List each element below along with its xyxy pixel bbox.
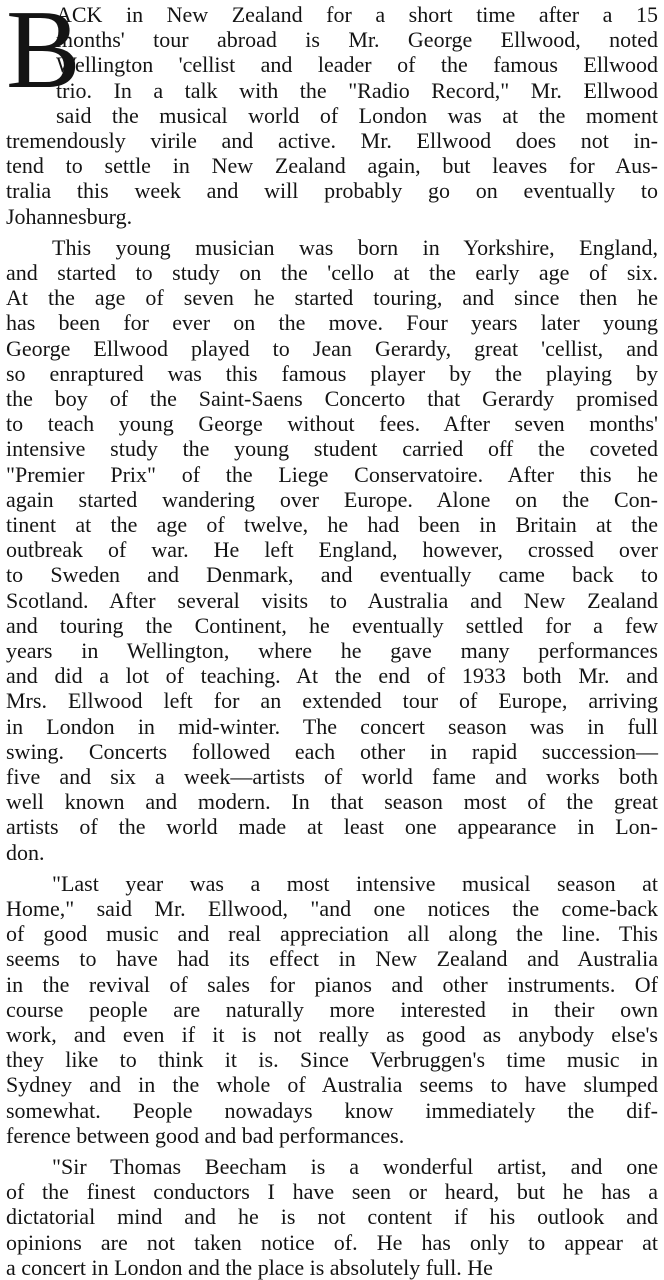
- drop-cap: B: [6, 0, 81, 112]
- text-line: Mrs. Ellwood left for an extended tour of Europe, arriving: [6, 688, 658, 714]
- text-line: ACK in New Zealand for a short time after a 15: [56, 2, 658, 27]
- text-line: artists of the world made at least one appearance in Lon-: [6, 814, 658, 840]
- text-line: seems to have had its effect in New Zealand and Australia: [6, 946, 658, 972]
- text-line: in London in mid-winter. The concert season was in full: [6, 713, 658, 739]
- text-line: swing. Concerts followed each other in rapid succession—: [6, 738, 658, 764]
- article-page: [6, 0, 658, 1280]
- text-line: "Last year was a most intensive musical season at: [52, 870, 658, 896]
- text-line: said the musical world of London was at the moment: [56, 102, 658, 128]
- text-line: This young musician was born in Yorkshire, England,: [52, 234, 658, 260]
- text-line: Scotland. After several visits to Australia and New Zealand: [6, 587, 658, 613]
- text-line: George Ellwood played to Jean Gerardy, great 'cellist, and: [6, 335, 658, 361]
- text-line: Home," said Mr. Ellwood, "and one notices the come-back: [6, 896, 658, 921]
- text-line: Wellington 'cellist and leader of the famous Ellwood: [56, 52, 658, 78]
- text-line: and did a lot of teaching. At the end of 1933 both Mr. and: [6, 663, 658, 689]
- text-line: tremendously virile and active. Mr. Ellwood does not in-: [6, 128, 658, 153]
- text-line: well known and modern. In that season most of the great: [6, 789, 658, 815]
- text-line: tend to settle in New Zealand again, but leaves for Aus-: [6, 153, 658, 179]
- text-line: months' tour abroad is Mr. George Ellwood, noted: [56, 27, 658, 53]
- text-line: to teach young George without fees. After seven months': [6, 411, 658, 437]
- text-line: Sydney and in the whole of Australia seems to have slumped: [6, 1072, 658, 1098]
- text-line: the boy of the Saint-Saens Concerto that Gerardy promised: [6, 386, 658, 411]
- text-line: of good music and real appreciation all along the line. This: [6, 921, 658, 947]
- text-line: five and six a week—artists of world fame and works both: [6, 764, 658, 789]
- text-line: ference between good and bad performances.: [6, 1122, 405, 1148]
- text-line: work, and even if it is not really as good as anybody else's: [6, 1022, 658, 1047]
- text-line: Johannesburg.: [6, 203, 133, 229]
- text-line: trio. In a talk with the "Radio Record," Mr. Ellwood: [56, 77, 658, 103]
- text-line: dictatorial mind and he is not content if his outlook and: [6, 1204, 658, 1230]
- text-line: of the finest conductors I have seen or heard, but he has a: [6, 1179, 658, 1205]
- text-line: At the age of seven he started touring, and since then he: [6, 285, 658, 311]
- text-line: tralia this week and will probably go on eventually to: [6, 178, 658, 204]
- text-line: "Premier Prix" of the Liege Conservatoire. After this he: [6, 461, 658, 487]
- text-line: course people are naturally more interested in their own: [6, 996, 658, 1022]
- text-line: and started to study on the 'cello at the early age of six.: [6, 260, 658, 285]
- text-line: tinent at the age of twelve, he had been in Britain at the: [6, 512, 658, 537]
- text-line: intensive study the young student carried off the coveted: [6, 436, 658, 462]
- text-line: outbreak of war. He left England, however, crossed over: [6, 537, 658, 563]
- text-line: years in Wellington, where he gave many performances: [6, 638, 658, 663]
- text-line: opinions are not taken notice of. He has only to appear at: [6, 1229, 658, 1255]
- text-line: somewhat. People nowadays know immediately the dif-: [6, 1097, 658, 1123]
- text-line: a concert in London and the place is absolutely full. He: [6, 1254, 493, 1280]
- text-line: they like to think it is. Since Verbruggen's time music in: [6, 1047, 658, 1073]
- text-line: "Sir Thomas Beecham is a wonderful artist, and one: [52, 1154, 658, 1179]
- text-line: and touring the Continent, he eventually settled for a few: [6, 612, 658, 638]
- text-line: so enraptured was this famous player by the playing by: [6, 360, 658, 386]
- text-line: again started wandering over Europe. Alone on the Con-: [6, 486, 658, 512]
- text-line: has been for ever on the move. Four years later young: [6, 310, 658, 336]
- text-line: don.: [6, 839, 45, 865]
- text-line: in the revival of sales for pianos and other instruments. Of: [6, 971, 658, 997]
- text-line: to Sweden and Denmark, and eventually came back to: [6, 562, 658, 588]
